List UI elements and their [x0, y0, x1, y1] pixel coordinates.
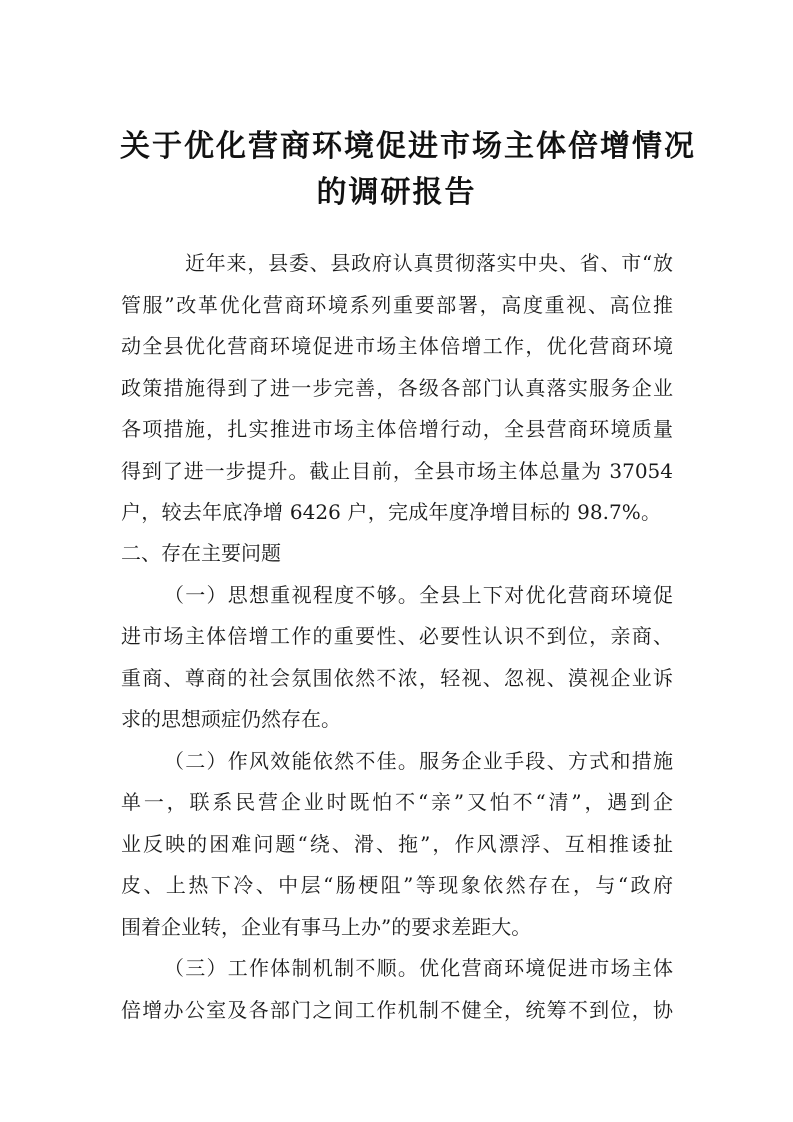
paragraph-line: （一）思想重视程度不够。全县上下对优化营商环境促 [164, 583, 673, 607]
paragraph-line: 围着企业转，企业有事马上办”的要求差距大。 [121, 915, 532, 939]
section-heading: 二、存在主要问题 [121, 541, 281, 565]
doc-title-line-1: 关于优化营商环境促进市场主体倍增情况 [120, 129, 696, 164]
paragraph-line: 政策措施得到了进一步完善，各级各部门认真落实服务企业 [121, 376, 673, 400]
paragraph-line: 皮、上热下冷、中层“肠梗阻”等现象依然存在，与“政府 [121, 873, 673, 897]
paragraph-line: 倍增办公室及各部门之间工作机制不健全，统筹不到位，协 [121, 998, 673, 1022]
paragraph-line: 动全县优化营商环境促进市场主体倍增工作，优化营商环境 [121, 334, 673, 358]
doc-title-line-2: 的调研报告 [316, 175, 477, 210]
paragraph-line: 户，较去年底净增 6426 户，完成年度净增目标的 98.7%。 [121, 500, 661, 524]
paragraph-line: 近年来，县委、县政府认真贯彻落实中央、省、市“放 [185, 251, 673, 275]
paragraph-line: 得到了进一步提升。截止目前，全县市场主体总量为 37054 [121, 459, 673, 483]
paragraph-line: 业反映的困难问题“绕、滑、拖”，作风漂浮、互相推诿扯 [121, 832, 673, 856]
paragraph-line: 单一，联系民营企业时既怕不“亲”又怕不“清”，遇到企 [121, 790, 673, 814]
paragraph-line: 重商、尊商的社会氛围依然不浓，轻视、忽视、漠视企业诉 [121, 666, 673, 690]
paragraph-line: （三）工作体制机制不顺。优化营商环境促进市场主体 [164, 956, 673, 980]
paragraph-line: 求的思想顽症仍然存在。 [121, 707, 341, 731]
paragraph-line: （二）作风效能依然不佳。服务企业手段、方式和措施 [164, 749, 673, 773]
paragraph-line: 管服”改革优化营商环境系列重要部署，高度重视、高位推 [121, 293, 673, 317]
paragraph-line: 各项措施，扎实推进市场主体倍增行动，全县营商环境质量 [121, 417, 673, 441]
paragraph-line: 进市场主体倍增工作的重要性、必要性认识不到位，亲商、 [121, 624, 673, 648]
